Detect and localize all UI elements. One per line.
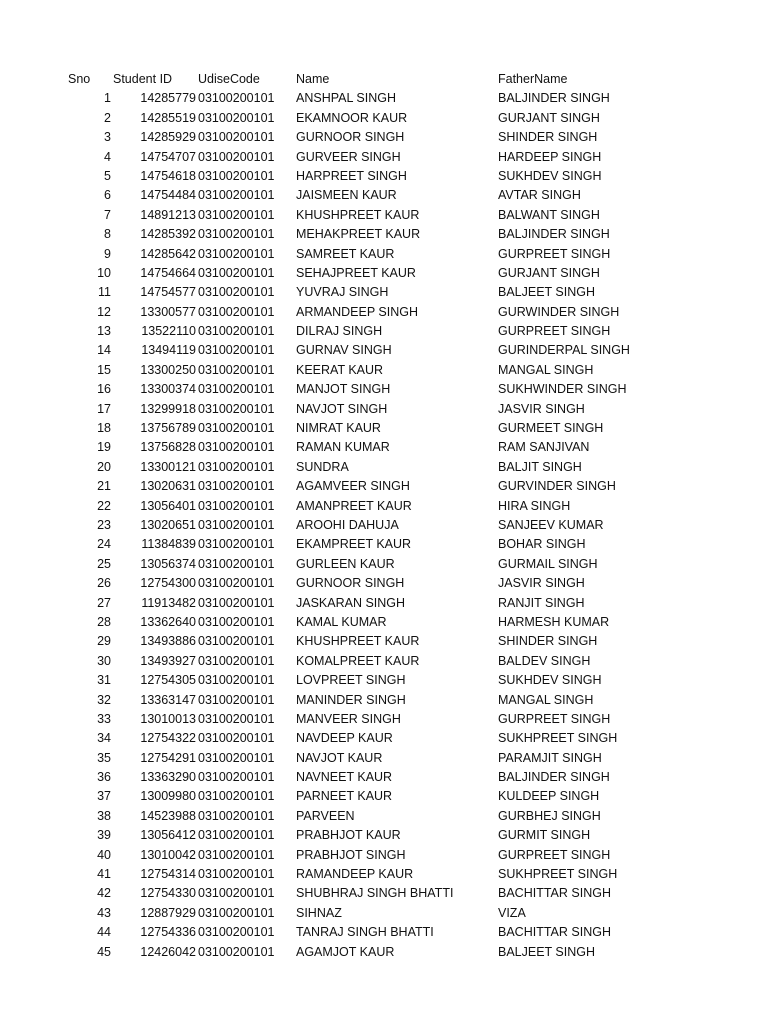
cell-name: AMANPREET KAUR (296, 498, 412, 513)
cell-sno: 32 (97, 692, 111, 707)
table-row (0, 400, 768, 419)
cell-student-id: 13493886 (140, 634, 196, 649)
cell-student-id: 13010042 (140, 847, 196, 862)
cell-sno: 43 (97, 905, 111, 920)
table-row (0, 904, 768, 923)
cell-student-id: 12754314 (140, 867, 196, 882)
table-row (0, 245, 768, 264)
cell-father-name: MANGAL SINGH (498, 362, 594, 377)
cell-udise-code: 03100200101 (198, 227, 275, 242)
cell-udise-code: 03100200101 (198, 265, 275, 280)
cell-udise-code: 03100200101 (198, 421, 275, 436)
cell-father-name: VIZA (498, 905, 526, 920)
cell-sno: 10 (97, 265, 111, 280)
cell-student-id: 12754330 (140, 886, 196, 901)
cell-udise-code: 03100200101 (198, 188, 275, 203)
cell-udise-code: 03100200101 (198, 808, 275, 823)
cell-student-id: 12426042 (140, 944, 196, 959)
cell-father-name: GURJANT SINGH (498, 265, 600, 280)
cell-student-id: 13300374 (140, 382, 196, 397)
table-row (0, 361, 768, 380)
table-row (0, 458, 768, 477)
cell-name: GURNAV SINGH (296, 343, 392, 358)
cell-name: KOMALPREET KAUR (296, 653, 420, 668)
cell-name: GURNOOR SINGH (296, 130, 405, 145)
cell-name: MEHAKPREET KAUR (296, 227, 421, 242)
table-row (0, 574, 768, 593)
table-row (0, 826, 768, 845)
cell-father-name: HARMESH KUMAR (498, 614, 610, 629)
cell-name: YUVRAJ SINGH (296, 285, 389, 300)
cell-udise-code: 03100200101 (198, 556, 275, 571)
cell-name: NAVNEET KAUR (296, 770, 393, 785)
cell-student-id: 14891213 (140, 207, 196, 222)
cell-student-id: 13056412 (140, 828, 196, 843)
cell-udise-code: 03100200101 (198, 905, 275, 920)
student-table (0, 70, 768, 962)
cell-udise-code: 03100200101 (198, 246, 275, 261)
cell-sno: 24 (97, 537, 111, 552)
cell-father-name: GURJANT SINGH (498, 110, 600, 125)
cell-name: NAVJOT SINGH (296, 401, 388, 416)
cell-sno: 44 (97, 925, 111, 940)
cell-father-name: BOHAR SINGH (498, 537, 586, 552)
cell-student-id: 13756828 (140, 440, 196, 455)
table-row (0, 341, 768, 360)
table-row (0, 671, 768, 690)
cell-udise-code: 03100200101 (198, 789, 275, 804)
cell-student-id: 11913482 (141, 595, 196, 610)
cell-father-name: GURPREET SINGH (498, 324, 611, 339)
cell-father-name: BALJINDER SINGH (498, 91, 610, 106)
cell-name: NAVDEEP KAUR (296, 731, 393, 746)
cell-udise-code: 03100200101 (198, 440, 275, 455)
cell-udise-code: 03100200101 (198, 944, 275, 959)
cell-sno: 40 (97, 847, 111, 862)
cell-sno: 34 (97, 731, 111, 746)
cell-name: PRABHJOT KAUR (296, 828, 401, 843)
table-header-row (0, 70, 768, 89)
header-sno: Sno (68, 72, 91, 86)
cell-udise-code: 03100200101 (198, 867, 275, 882)
cell-student-id: 12754291 (140, 750, 196, 765)
cell-father-name: GURPREET SINGH (498, 847, 611, 862)
cell-name: KAMAL KUMAR (296, 614, 387, 629)
cell-sno: 30 (97, 653, 111, 668)
cell-student-id: 13363147 (140, 692, 196, 707)
cell-sno: 2 (104, 110, 111, 125)
cell-name: EKAMPREET KAUR (296, 537, 412, 552)
cell-name: DILRAJ SINGH (296, 324, 383, 339)
cell-sno: 33 (97, 711, 111, 726)
cell-udise-code: 03100200101 (198, 770, 275, 785)
cell-sno: 29 (97, 634, 111, 649)
table-row (0, 109, 768, 128)
cell-sno: 9 (104, 246, 111, 261)
cell-udise-code: 03100200101 (198, 673, 275, 688)
cell-name: ANSHPAL SINGH (296, 91, 397, 106)
table-row (0, 148, 768, 167)
cell-father-name: GURPREET SINGH (498, 711, 611, 726)
table-row (0, 128, 768, 147)
table-row (0, 419, 768, 438)
cell-name: RAMANDEEP KAUR (296, 867, 414, 882)
cell-udise-code: 03100200101 (198, 614, 275, 629)
cell-sno: 35 (97, 750, 111, 765)
table-row (0, 186, 768, 205)
cell-father-name: AVTAR SINGH (498, 188, 581, 203)
cell-udise-code: 03100200101 (198, 207, 275, 222)
cell-sno: 17 (97, 401, 111, 416)
cell-udise-code: 03100200101 (198, 343, 275, 358)
table-row (0, 283, 768, 302)
cell-father-name: PARAMJIT SINGH (498, 750, 602, 765)
cell-student-id: 14285519 (140, 110, 196, 125)
cell-name: HARPREET SINGH (296, 168, 407, 183)
cell-name: SAMREET KAUR (296, 246, 395, 261)
cell-name: LOVPREET SINGH (296, 673, 406, 688)
cell-sno: 27 (97, 595, 111, 610)
cell-udise-code: 03100200101 (198, 401, 275, 416)
cell-father-name: SUKHDEV SINGH (498, 168, 602, 183)
cell-sno: 16 (97, 382, 111, 397)
cell-student-id: 14754484 (140, 188, 196, 203)
table-row (0, 516, 768, 535)
cell-student-id: 12754300 (140, 576, 196, 591)
cell-sno: 39 (97, 828, 111, 843)
cell-sno: 5 (104, 168, 111, 183)
cell-udise-code: 03100200101 (198, 382, 275, 397)
cell-udise-code: 03100200101 (198, 750, 275, 765)
cell-father-name: BALJINDER SINGH (498, 227, 610, 242)
cell-sno: 20 (97, 459, 111, 474)
table-row (0, 438, 768, 457)
table-row (0, 89, 768, 108)
cell-student-id: 13363290 (140, 770, 196, 785)
cell-name: JASKARAN SINGH (296, 595, 406, 610)
cell-sno: 11 (98, 285, 111, 300)
cell-sno: 28 (97, 614, 111, 629)
cell-name: EKAMNOOR KAUR (296, 110, 408, 125)
cell-sno: 1 (104, 91, 111, 106)
cell-father-name: BACHITTAR SINGH (498, 886, 611, 901)
cell-sno: 15 (97, 362, 111, 377)
table-row (0, 555, 768, 574)
cell-name: SUNDRA (296, 459, 349, 474)
cell-sno: 12 (97, 304, 111, 319)
cell-name: MANJOT SINGH (296, 382, 391, 397)
table-body (0, 89, 768, 962)
cell-sno: 21 (97, 479, 111, 494)
cell-name: GURLEEN KAUR (296, 556, 395, 571)
cell-student-id: 14285642 (140, 246, 196, 261)
cell-father-name: SHINDER SINGH (498, 634, 598, 649)
cell-sno: 26 (97, 576, 111, 591)
cell-sno: 22 (97, 498, 111, 513)
cell-name: GURNOOR SINGH (296, 576, 405, 591)
cell-udise-code: 03100200101 (198, 828, 275, 843)
cell-student-id: 14754707 (140, 149, 196, 164)
cell-father-name: KULDEEP SINGH (498, 789, 600, 804)
table-row (0, 613, 768, 632)
cell-father-name: JASVIR SINGH (498, 576, 585, 591)
cell-student-id: 14523988 (140, 808, 196, 823)
header-father-name: FatherName (498, 72, 568, 86)
cell-udise-code: 03100200101 (198, 91, 275, 106)
cell-sno: 14 (97, 343, 111, 358)
cell-name: ARMANDEEP SINGH (296, 304, 419, 319)
cell-sno: 36 (97, 770, 111, 785)
cell-udise-code: 03100200101 (198, 498, 275, 513)
cell-name: SEHAJPREET KAUR (296, 265, 416, 280)
cell-father-name: GURMIT SINGH (498, 828, 591, 843)
cell-father-name: BALJIT SINGH (498, 459, 582, 474)
table-row (0, 497, 768, 516)
cell-sno: 4 (104, 149, 111, 164)
cell-name: NAVJOT KAUR (296, 750, 383, 765)
cell-sno: 41 (97, 867, 111, 882)
cell-name: PRABHJOT SINGH (296, 847, 406, 862)
cell-udise-code: 03100200101 (198, 925, 275, 940)
cell-student-id: 11384839 (141, 537, 196, 552)
cell-udise-code: 03100200101 (198, 595, 275, 610)
cell-udise-code: 03100200101 (198, 886, 275, 901)
table-row (0, 710, 768, 729)
table-row (0, 691, 768, 710)
cell-name: MANINDER SINGH (296, 692, 406, 707)
cell-father-name: GURWINDER SINGH (498, 304, 620, 319)
cell-father-name: SUKHWINDER SINGH (498, 382, 627, 397)
cell-sno: 38 (97, 808, 111, 823)
cell-father-name: BALJEET SINGH (498, 285, 596, 300)
cell-name: AGAMVEER SINGH (296, 479, 410, 494)
table-row (0, 225, 768, 244)
table-row (0, 923, 768, 942)
cell-udise-code: 03100200101 (198, 537, 275, 552)
cell-udise-code: 03100200101 (198, 517, 275, 532)
cell-student-id: 14285929 (140, 130, 196, 145)
cell-father-name: RANJIT SINGH (498, 595, 585, 610)
cell-student-id: 13300121 (140, 459, 196, 474)
cell-sno: 13 (97, 324, 111, 339)
cell-sno: 8 (104, 227, 111, 242)
cell-father-name: MANGAL SINGH (498, 692, 594, 707)
cell-father-name: RAM SANJIVAN (498, 440, 590, 455)
table-row (0, 206, 768, 225)
cell-udise-code: 03100200101 (198, 479, 275, 494)
cell-udise-code: 03100200101 (198, 731, 275, 746)
header-udise-code: UdiseCode (198, 72, 260, 86)
table-row (0, 594, 768, 613)
cell-father-name: SANJEEV KUMAR (498, 517, 604, 532)
cell-name: KHUSHPREET KAUR (296, 207, 420, 222)
table-row (0, 729, 768, 748)
table-row (0, 632, 768, 651)
cell-father-name: GURVINDER SINGH (498, 479, 616, 494)
cell-father-name: GURPREET SINGH (498, 246, 611, 261)
cell-student-id: 13362640 (140, 614, 196, 629)
cell-udise-code: 03100200101 (198, 362, 275, 377)
cell-father-name: BACHITTAR SINGH (498, 925, 611, 940)
cell-sno: 6 (104, 188, 111, 203)
cell-udise-code: 03100200101 (198, 576, 275, 591)
cell-father-name: SUKHPREET SINGH (498, 867, 618, 882)
cell-student-id: 13056401 (140, 498, 196, 513)
cell-student-id: 13020651 (140, 517, 196, 532)
table-row (0, 865, 768, 884)
cell-student-id: 13056374 (140, 556, 196, 571)
cell-name: SIHNAZ (296, 905, 342, 920)
cell-udise-code: 03100200101 (198, 285, 275, 300)
table-row (0, 303, 768, 322)
cell-udise-code: 03100200101 (198, 653, 275, 668)
table-row (0, 787, 768, 806)
cell-udise-code: 03100200101 (198, 634, 275, 649)
cell-name: KEERAT KAUR (296, 362, 384, 377)
table-row (0, 943, 768, 962)
cell-student-id: 13010013 (140, 711, 196, 726)
cell-student-id: 12754322 (140, 731, 196, 746)
cell-father-name: GURMAIL SINGH (498, 556, 598, 571)
table-row (0, 535, 768, 554)
cell-sno: 31 (97, 673, 111, 688)
table-row (0, 749, 768, 768)
cell-name: PARNEET KAUR (296, 789, 393, 804)
table-row (0, 846, 768, 865)
cell-udise-code: 03100200101 (198, 168, 275, 183)
cell-father-name: SUKHPREET SINGH (498, 731, 618, 746)
header-name: Name (296, 72, 330, 86)
table-row (0, 167, 768, 186)
cell-sno: 42 (97, 886, 111, 901)
cell-udise-code: 03100200101 (198, 324, 275, 339)
cell-student-id: 13300250 (140, 362, 196, 377)
cell-sno: 45 (97, 944, 111, 959)
cell-father-name: GURMEET SINGH (498, 421, 604, 436)
cell-student-id: 13522110 (141, 324, 196, 339)
cell-father-name: BALJEET SINGH (498, 944, 596, 959)
cell-father-name: BALWANT SINGH (498, 207, 600, 222)
cell-udise-code: 03100200101 (198, 459, 275, 474)
cell-father-name: GURINDERPAL SINGH (498, 343, 630, 358)
cell-student-id: 13756789 (140, 421, 196, 436)
cell-name: SHUBHRAJ SINGH BHATTI (296, 886, 454, 901)
cell-student-id: 14754618 (140, 168, 196, 183)
cell-father-name: HIRA SINGH (498, 498, 571, 513)
cell-father-name: BALDEV SINGH (498, 653, 591, 668)
cell-student-id: 14285392 (140, 227, 196, 242)
table-row (0, 652, 768, 671)
cell-sno: 19 (97, 440, 111, 455)
cell-father-name: JASVIR SINGH (498, 401, 585, 416)
table-row (0, 807, 768, 826)
table-row (0, 768, 768, 787)
cell-student-id: 13493927 (140, 653, 196, 668)
cell-name: TANRAJ SINGH BHATTI (296, 925, 434, 940)
cell-student-id: 13300577 (140, 304, 196, 319)
table-row (0, 322, 768, 341)
cell-udise-code: 03100200101 (198, 110, 275, 125)
cell-udise-code: 03100200101 (198, 149, 275, 164)
table-row (0, 264, 768, 283)
cell-name: KHUSHPREET KAUR (296, 634, 420, 649)
cell-father-name: HARDEEP SINGH (498, 149, 602, 164)
cell-student-id: 13009980 (140, 789, 196, 804)
cell-name: NIMRAT KAUR (296, 421, 381, 436)
cell-sno: 23 (97, 517, 111, 532)
cell-udise-code: 03100200101 (198, 692, 275, 707)
cell-father-name: SUKHDEV SINGH (498, 673, 602, 688)
cell-student-id: 13494119 (141, 343, 196, 358)
cell-student-id: 14754577 (140, 285, 196, 300)
cell-sno: 37 (97, 789, 111, 804)
cell-sno: 18 (97, 421, 111, 436)
cell-father-name: GURBHEJ SINGH (498, 808, 601, 823)
table-row (0, 380, 768, 399)
cell-name: PARVEEN (296, 808, 355, 823)
cell-udise-code: 03100200101 (198, 304, 275, 319)
cell-udise-code: 03100200101 (198, 711, 275, 726)
cell-student-id: 12754305 (140, 673, 196, 688)
cell-student-id: 13299918 (140, 401, 196, 416)
cell-name: GURVEER SINGH (296, 149, 401, 164)
cell-name: MANVEER SINGH (296, 711, 401, 726)
cell-sno: 3 (104, 130, 111, 145)
cell-name: AGAMJOT KAUR (296, 944, 395, 959)
cell-student-id: 14285779 (140, 91, 196, 106)
cell-student-id: 12754336 (140, 925, 196, 940)
cell-sno: 7 (104, 207, 111, 222)
cell-udise-code: 03100200101 (198, 130, 275, 145)
cell-sno: 25 (97, 556, 111, 571)
cell-student-id: 13020631 (140, 479, 196, 494)
cell-student-id: 14754664 (140, 265, 196, 280)
cell-student-id: 12887929 (140, 905, 196, 920)
table-row (0, 884, 768, 903)
cell-father-name: SHINDER SINGH (498, 130, 598, 145)
header-student-id: Student ID (113, 72, 173, 86)
cell-father-name: BALJINDER SINGH (498, 770, 610, 785)
cell-name: JAISMEEN KAUR (296, 188, 397, 203)
table-row (0, 477, 768, 496)
cell-udise-code: 03100200101 (198, 847, 275, 862)
cell-name: AROOHI DAHUJA (296, 517, 399, 532)
cell-name: RAMAN KUMAR (296, 440, 390, 455)
